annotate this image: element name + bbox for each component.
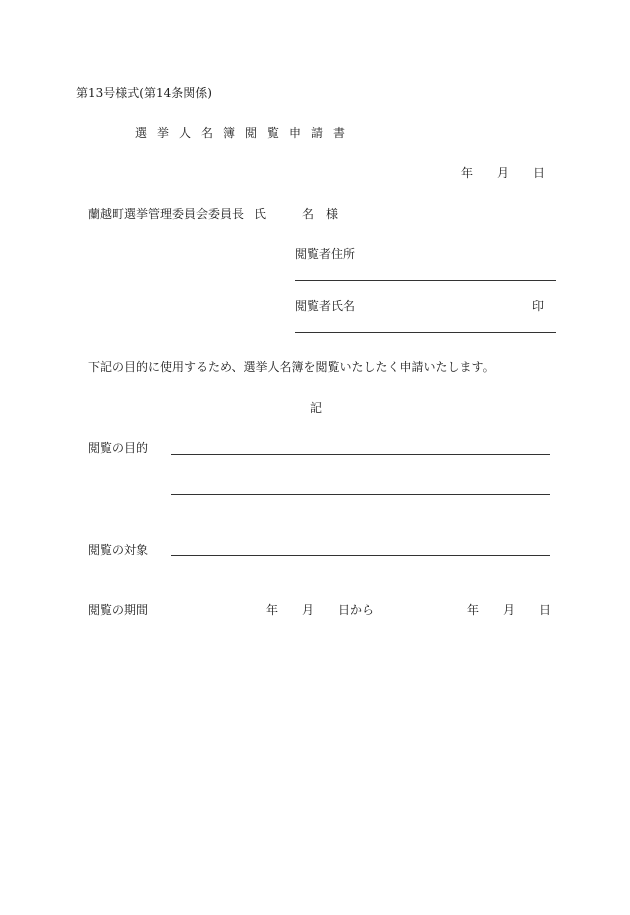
period-to-month: 月	[503, 603, 516, 617]
purpose-line-1[interactable]	[171, 454, 550, 455]
purpose-label: 閲覧の目的	[88, 441, 149, 455]
addressee-honorific-3: 様	[326, 207, 339, 221]
form-title: 選挙人名簿閲覧申請書	[135, 126, 356, 140]
target-label: 閲覧の対象	[88, 543, 149, 557]
addressee-honorific-1: 氏	[254, 207, 267, 221]
applicant-name-label: 閲覧者氏名	[295, 299, 356, 313]
date-month-label: 月	[497, 166, 510, 180]
period-label: 閲覧の期間	[88, 603, 149, 617]
request-statement: 下記の目的に使用するため、選挙人名簿を閲覧いたしたく申請いたします。	[88, 360, 495, 374]
period-to-day: 日	[539, 603, 552, 617]
addressee-office: 蘭越町選挙管理委員会委員長	[88, 207, 245, 221]
target-line[interactable]	[171, 555, 550, 556]
date-year-label: 年	[461, 166, 474, 180]
period-from-year: 年	[266, 603, 279, 617]
date-day-label: 日	[533, 166, 546, 180]
period-from-month: 月	[302, 603, 315, 617]
period-to-year: 年	[467, 603, 480, 617]
period-from-day: 日から	[338, 603, 375, 617]
seal-mark: 印	[532, 299, 545, 313]
applicant-name-line[interactable]	[295, 332, 556, 333]
applicant-address-label: 閲覧者住所	[295, 247, 356, 261]
form-number: 第13号様式(第14条関係)	[76, 86, 212, 100]
purpose-line-2[interactable]	[171, 494, 550, 495]
applicant-address-line[interactable]	[295, 280, 556, 281]
note-heading: 記	[310, 401, 323, 415]
addressee-honorific-2: 名	[302, 207, 315, 221]
